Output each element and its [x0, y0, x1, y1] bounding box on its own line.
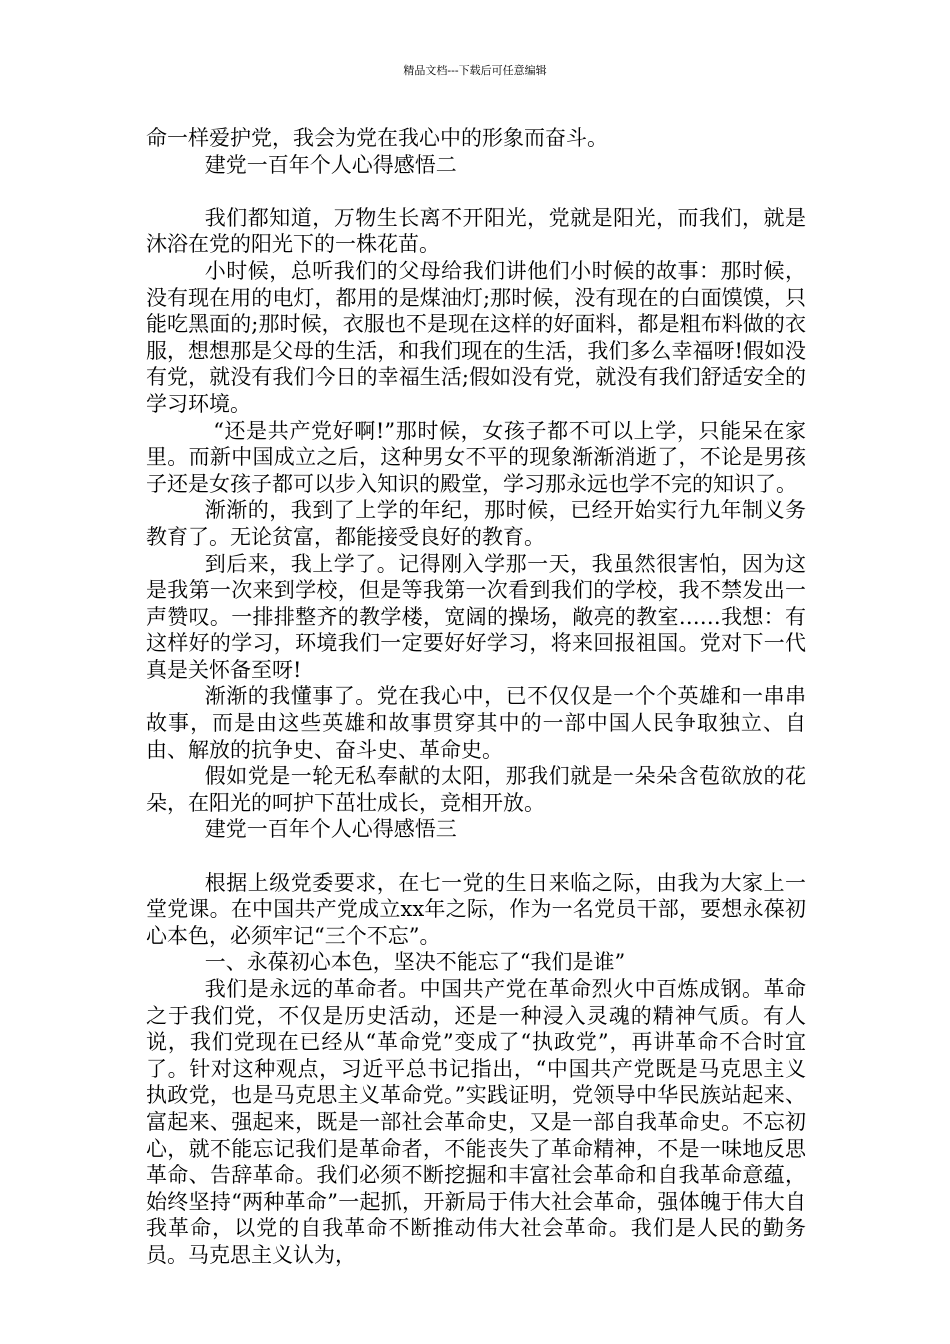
- section-heading-2: 建党一百年个人心得感悟二: [204, 152, 457, 177]
- paragraph: 小时候，总听我们的父母给我们讲他们小时候的故事：那时候，没有现在用的电灯，都用的是煤油灯;那时候，没有现在的白面馍馍，只能吃黑面的;那时候，衣服也不是现在这样的好面料，都是粗布料做的衣服，想想那是父母的生活，和我们现在的生活，我们多么幸福呀!假如没有党，就没有我们今日的幸福生活;假如没有党，就没有我们舒适安全的学习环境。: [146, 258, 806, 416]
- paragraph-continuation: 命一样爱护党，我会为党在我心中的形象而奋斗。: [146, 126, 608, 150]
- paragraph: 我们是永远的革命者。中国共产党在革命烈火中百炼成钢。革命之于我们党，不仅是历史活动，还是一种浸入灵魂的精神气质。有人说，我们党现在已经从“革命党”变成了“执政党”，再讲革命不合时宜了。针对这种观点，习近平总书记指出，“中国共产党既是马克思主义执政党，也是马克思主义革命党。”实践证明，党领导中华民族站起来、富起来、强起来，既是一部社会革命史，又是一部自我革命史。不忘初心，就不能忘记我们是革命者，不能丧失了革命精神，不是一味地反思革命、告辞革命。我们必须不断挖掘和丰富社会革命和自我革命意蕴，始终坚持“两种革命”一起抓，开新局于伟大社会革命，强体魄于伟大自我革命，以党的自我革命不断推动伟大社会革命。我们是人民的勤务员。马克思主义认为，: [146, 977, 806, 1267]
- page-header: 精品文档---下载后可任意编辑: [403, 64, 547, 77]
- subsection-heading: 一、永葆初心本色，坚决不能忘了“我们是谁”: [204, 950, 626, 975]
- section-heading-3: 建党一百年个人心得感悟三: [204, 817, 457, 842]
- paragraph: 假如党是一轮无私奉献的太阳，那我们就是一朵朵含苞欲放的花朵，在阳光的呵护下茁壮成长，竞相开放。: [146, 764, 806, 815]
- paragraph: “还是共产党好啊!”那时候，女孩子都不可以上学，只能呆在家里。而新中国成立之后，这种男女不平的现象渐渐消逝了，不论是男孩子还是女孩子都可以步入知识的殿堂，学习那永远也学不完的知识了。: [146, 418, 806, 496]
- document-body: [146, 125, 806, 1269]
- paragraph: 渐渐的我懂事了。党在我心中，已不仅仅是一个个英雄和一串串故事，而是由这些英雄和故事贯穿其中的一部中国人民争取独立、自由、解放的抗争史、奋斗史、革命史。: [146, 684, 806, 762]
- paragraph: 到后来，我上学了。记得刚入学那一天，我虽然很害怕，因为这是我第一次来到学校，但是等我第一次看到我们的学校，我不禁发出一声赞叹。一排排整齐的教学楼，宽阔的操场，敞亮的教室……我想：有这样好的学习，环境我们一定要好好学习，将来回报祖国。党对下一代真是关怀备至呀!: [146, 551, 806, 682]
- paragraph: 渐渐的，我到了上学的年纪，那时候，已经开始实行九年制义务教育了。无论贫富，都能接受良好的教育。: [146, 498, 806, 549]
- paragraph: 根据上级党委要求，在七一党的生日来临之际，由我为大家上一堂党课。在中国共产党成立xx年之际，作为一名党员干部，要想永葆初心本色，必须牢记“三个不忘”。: [146, 870, 806, 948]
- paragraph: 我们都知道，万物生长离不开阳光，党就是阳光，而我们，就是沐浴在党的阳光下的一株花苗。: [146, 205, 806, 257]
